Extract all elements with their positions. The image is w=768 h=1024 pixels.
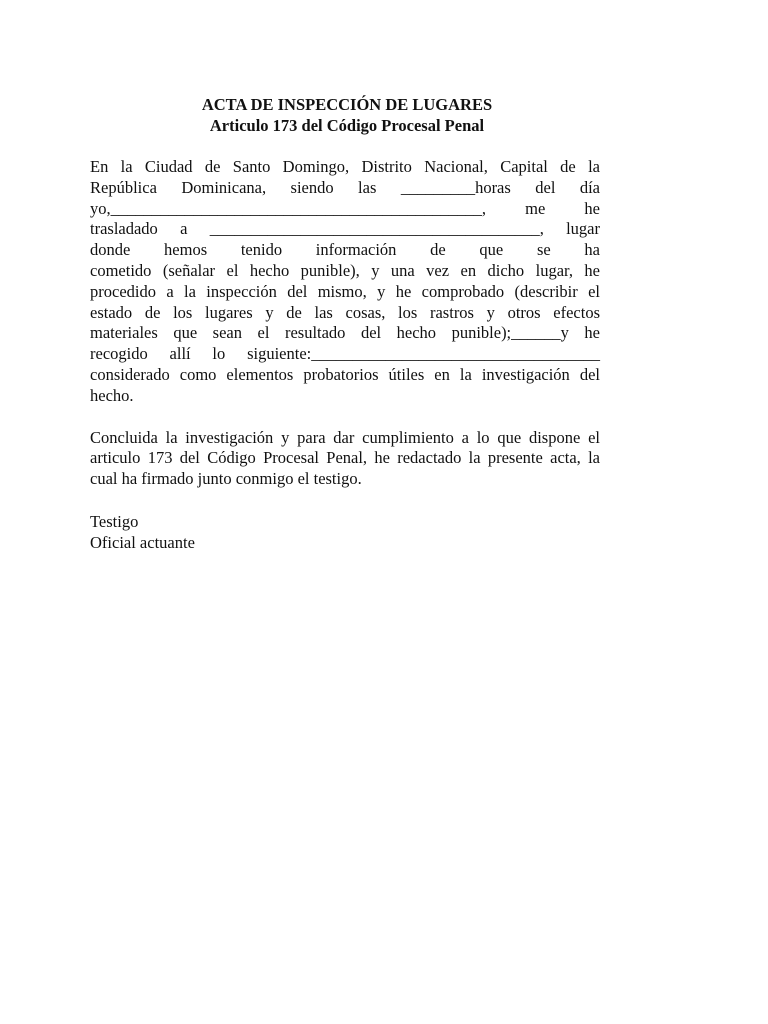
signature-officer: Oficial actuante — [90, 532, 195, 552]
paragraph-1-line: estado de los lugares y de las cosas, los rastros y otros efectos — [90, 302, 600, 322]
paragraph-1-line: considerado como elementos probatorios útiles en la investigación del — [90, 364, 600, 384]
paragraph-1-line: donde hemos tenido información de que se ha — [90, 240, 600, 260]
paragraph-1-line: República Dominicana, siendo las _________horas del día — [90, 177, 600, 197]
paragraph-2-line: articulo 173 del Código Procesal Penal, he redactado la presente acta, la — [90, 448, 600, 468]
paragraph-1-line: En la Ciudad de Santo Domingo, Distrito Nacional, Capital de la — [90, 157, 600, 176]
paragraph-1 — [90, 157, 600, 407]
paragraph-1-line: recogido allí lo siguiente:___________________________________ — [90, 344, 600, 364]
signature-block — [90, 511, 600, 553]
paragraph-1-line: trasladado a ________________________________________, lugar — [90, 219, 600, 239]
paragraph-2-line: Concluida la investigación y para dar cumplimiento a lo que dispone el — [90, 427, 600, 447]
paragraph-1-line: hecho. — [90, 385, 134, 405]
paragraph-2 — [90, 428, 600, 490]
signature-witness: Testigo — [90, 511, 139, 531]
paragraph-1-line: procedido a la inspección del mismo, y he comprobado (describir el — [90, 281, 600, 301]
document-subtitle: Articulo 173 del Código Procesal Penal — [209, 116, 485, 135]
paragraph-2-line: cual ha firmado junto conmigo el testigo. — [90, 469, 362, 489]
paragraph-1-line: cometido (señalar el hecho punible), y una vez en dicho lugar, he — [90, 260, 600, 280]
paragraph-1-line: yo,_____________________________________________, me he — [90, 198, 600, 218]
document-title: ACTA DE INSPECCIÓN DE LUGARES — [201, 95, 493, 114]
paragraph-1-line: materiales que sean el resultado del hecho punible);______y he — [90, 323, 600, 343]
